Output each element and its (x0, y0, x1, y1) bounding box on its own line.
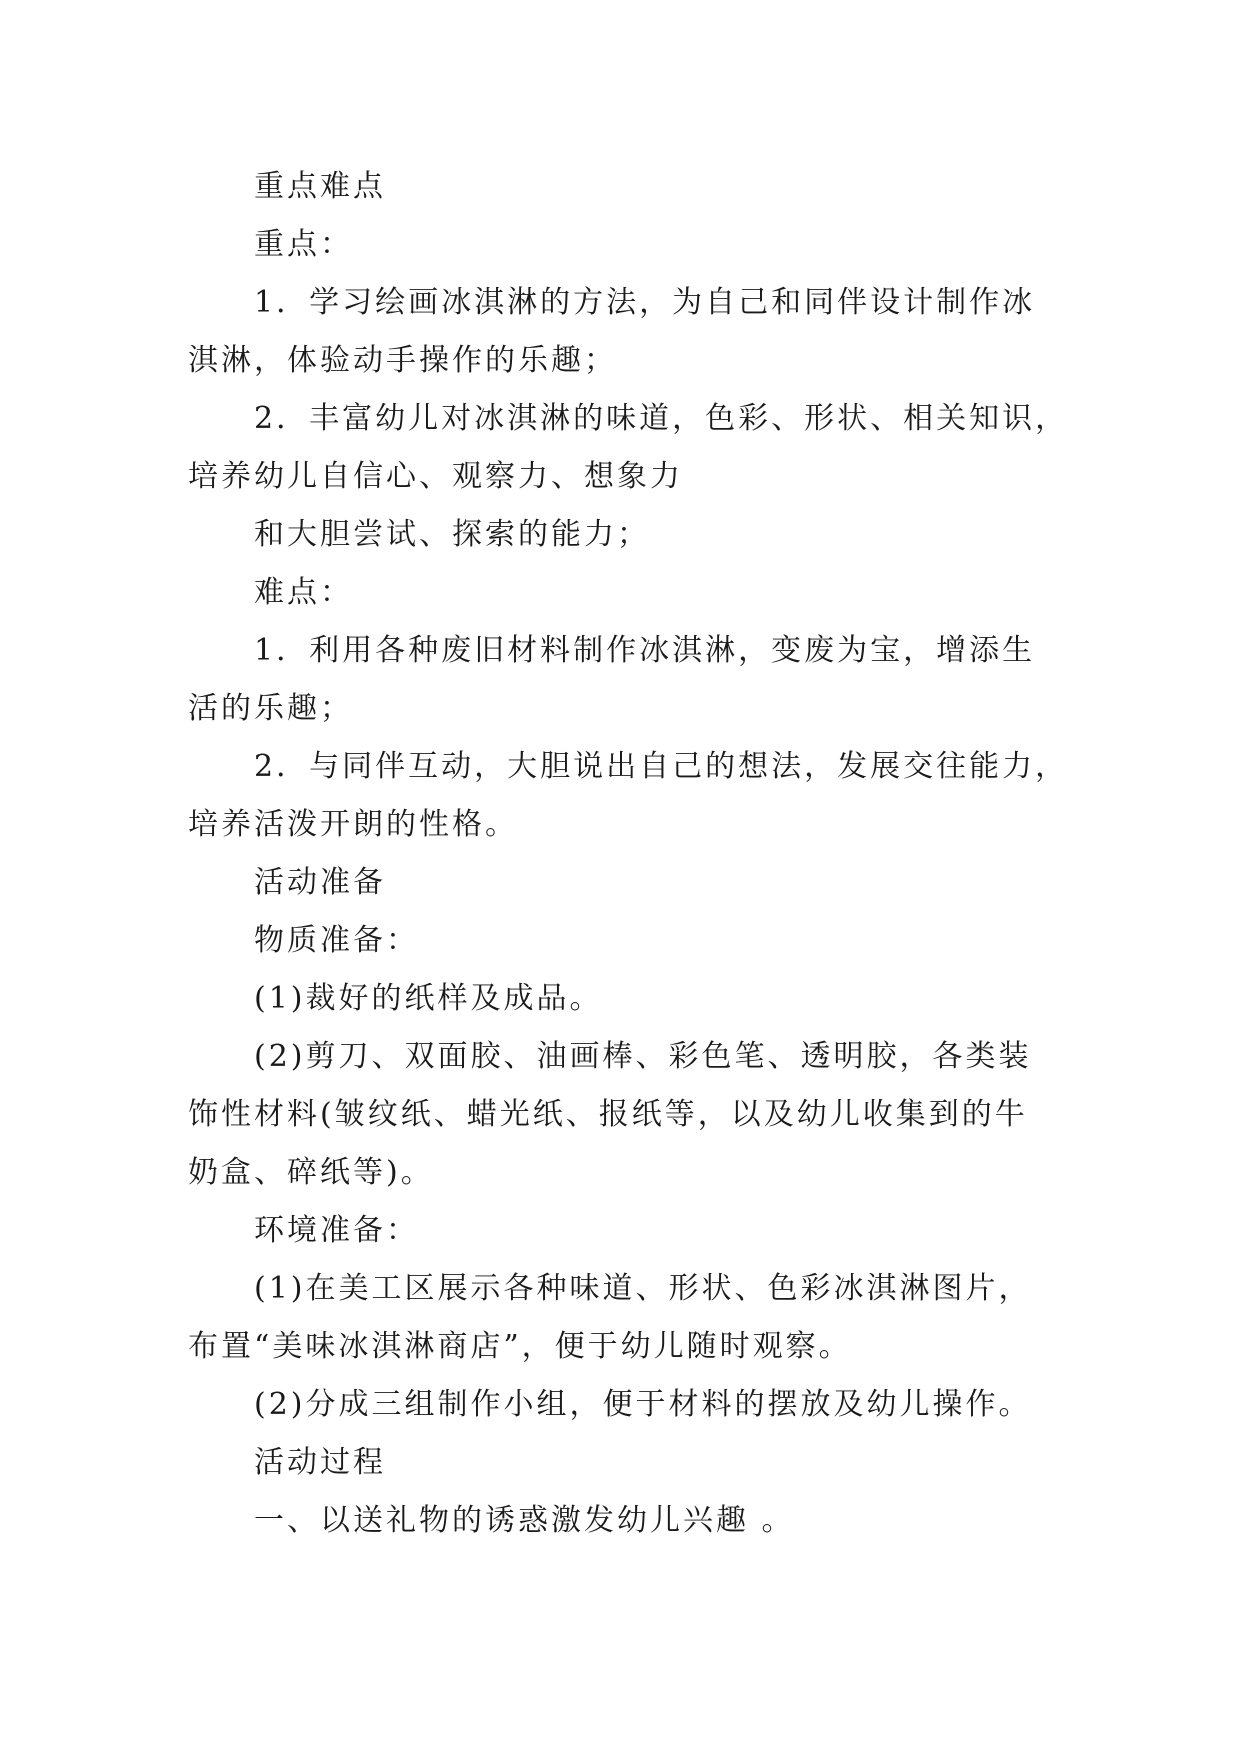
paragraph-line: 布置“美味冰淇淋商店”，便于幼儿随时观察。 (188, 1329, 852, 1364)
subheading-environment-preparation: 环境准备： (254, 1213, 419, 1248)
paragraph-line: 饰性材料(皱纹纸、蜡光纸、报纸等，以及幼儿收集到的牛 (188, 1097, 1028, 1132)
document-body (188, 158, 1069, 1550)
paragraph-line: 活的乐趣； (188, 691, 353, 726)
paragraph-line: 一、以送礼物的诱惑激发幼儿兴趣 。 (254, 1503, 795, 1538)
paragraph-line: (2)剪刀、双面胶、油画棒、彩色笔、透明胶，各类装 (254, 1039, 1032, 1074)
section-heading-process: 活动过程 (254, 1445, 386, 1480)
section-heading-key-points: 重点难点 (254, 169, 386, 204)
subheading-key-points: 重点： (254, 227, 353, 262)
paragraph-line: 培养活泼开朗的性格。 (188, 807, 518, 842)
paragraph-line: 培养幼儿自信心、观察力、想象力 (188, 459, 683, 494)
paragraph-line: 奶盒、碎纸等)。 (188, 1155, 434, 1190)
paragraph-line: 淇淋，体验动手操作的乐趣； (188, 343, 617, 378)
paragraph-line: 和大胆尝试、探索的能力； (254, 517, 650, 552)
paragraph-line: 1．利用各种废旧材料制作冰淇淋，变废为宝，增添生 (254, 633, 1036, 668)
paragraph-line: (1)在美工区展示各种味道、形状、色彩冰淇淋图片， (254, 1271, 1032, 1306)
section-heading-preparation: 活动准备 (254, 865, 386, 900)
paragraph-line: 1．学习绘画冰淇淋的方法，为自己和同伴设计制作冰 (254, 285, 1036, 320)
paragraph-line: 2．丰富幼儿对冰淇淋的味道，色彩、形状、相关知识， (254, 401, 1069, 436)
subheading-difficulties: 难点： (254, 575, 353, 610)
subheading-material-preparation: 物质准备： (254, 923, 419, 958)
paragraph-line: 2．与同伴互动，大胆说出自己的想法，发展交往能力， (254, 749, 1069, 784)
paragraph-line: (1)裁好的纸样及成品。 (254, 981, 603, 1016)
paragraph-line: (2)分成三组制作小组，便于材料的摆放及幼儿操作。 (254, 1387, 1032, 1422)
